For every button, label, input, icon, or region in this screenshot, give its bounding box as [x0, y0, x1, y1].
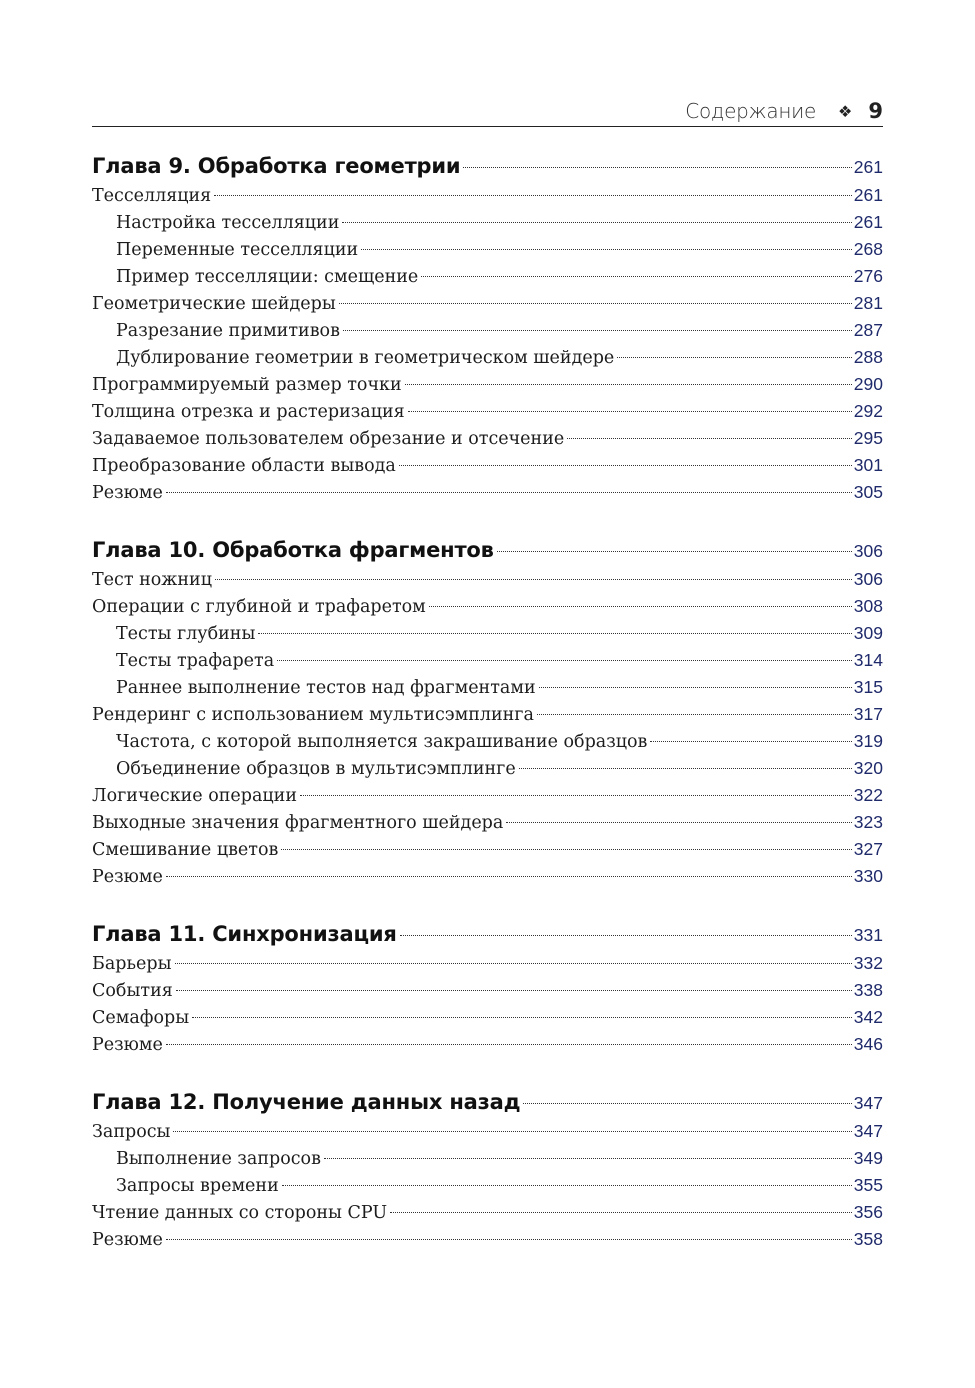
toc-section-row[interactable]	[92, 836, 883, 863]
toc-page-number: 332	[853, 953, 883, 973]
toc-entry-label: Резюме	[92, 867, 163, 887]
dot-leader	[258, 633, 851, 634]
toc-page-number: 349	[853, 1148, 883, 1168]
toc-entry-label: Толщина отрезка и растеризация	[92, 402, 405, 422]
toc-subsection-row[interactable]	[92, 344, 883, 371]
toc-section-row[interactable]	[92, 425, 883, 452]
toc-subsection-row[interactable]	[92, 263, 883, 290]
toc-entry-label: Объединение образцов в мультисэмплинге	[116, 759, 516, 779]
dot-leader	[176, 990, 852, 991]
toc-page-number: 347	[853, 1121, 883, 1141]
dot-leader	[617, 357, 852, 358]
dot-leader	[215, 579, 852, 580]
toc-entry-label: Выполнение запросов	[116, 1149, 321, 1169]
toc-subsection-row[interactable]	[92, 674, 883, 701]
toc-section-row[interactable]	[92, 1004, 883, 1031]
ornament-icon: ❖	[838, 101, 853, 121]
toc-page-number: 288	[853, 347, 883, 367]
header-title: Содержание	[685, 99, 817, 123]
toc-entry-label: Переменные тесселляции	[116, 240, 359, 260]
toc-section-row[interactable]	[92, 977, 883, 1004]
toc-page-number: 320	[853, 758, 883, 778]
dot-leader	[539, 687, 852, 688]
toc-subsection-row[interactable]	[92, 1172, 883, 1199]
dot-leader	[567, 438, 852, 439]
chapter-title-row[interactable]	[92, 918, 883, 950]
dot-leader	[277, 660, 852, 661]
dot-leader	[405, 384, 852, 385]
toc-entry-label: Глава 12. Получение данных назад	[92, 1090, 521, 1114]
toc-entry-label: Тесты глубины	[116, 624, 256, 644]
toc-page-number: 306	[853, 569, 883, 589]
toc-entry-label: Логические операции	[92, 786, 297, 806]
dot-leader	[300, 795, 852, 796]
toc-page-number: 261	[853, 157, 883, 177]
toc-entry-label: Тесты трафарета	[116, 651, 275, 671]
dot-leader	[324, 1158, 852, 1159]
dot-leader	[399, 465, 852, 466]
toc-entry-label: Смешивание цветов	[92, 840, 279, 860]
chapter-section	[92, 534, 883, 890]
chapter-title-row[interactable]	[92, 150, 883, 182]
toc-page-number: 261	[853, 185, 883, 205]
toc-section-row[interactable]	[92, 701, 883, 728]
toc-section-row[interactable]	[92, 863, 883, 890]
dot-leader	[166, 876, 852, 877]
dot-leader	[523, 1103, 851, 1104]
toc-section-row[interactable]	[92, 782, 883, 809]
toc-entry-label: Запросы	[92, 1122, 171, 1142]
toc-section-row[interactable]	[92, 950, 883, 977]
dot-leader	[650, 741, 851, 742]
toc-subsection-row[interactable]	[92, 647, 883, 674]
toc-section-row[interactable]	[92, 809, 883, 836]
toc-entry-label: События	[92, 981, 173, 1001]
toc-section-row[interactable]	[92, 593, 883, 620]
toc-page-number: 323	[853, 812, 883, 832]
toc-page-number: 338	[853, 980, 883, 1000]
toc-page-number: 308	[853, 596, 883, 616]
toc-entry-label: Программируемый размер точки	[92, 375, 402, 395]
dot-leader	[421, 276, 852, 277]
toc-page-number: 358	[853, 1229, 883, 1249]
toc-entry-label: Глава 10. Обработка фрагментов	[92, 538, 494, 562]
toc-section-row[interactable]	[92, 1226, 883, 1253]
toc-section-row[interactable]	[92, 566, 883, 593]
toc-entry-label: Глава 9. Обработка геометрии	[92, 154, 461, 178]
dot-leader	[463, 167, 851, 168]
dot-leader	[192, 1017, 852, 1018]
running-header	[92, 96, 883, 127]
chapter-section	[92, 1086, 883, 1253]
toc-subsection-row[interactable]	[92, 620, 883, 647]
toc-entry-label: Глава 11. Синхронизация	[92, 922, 397, 946]
dot-leader	[282, 1185, 852, 1186]
toc-page-number: 292	[853, 401, 883, 421]
header-page-number: 9	[868, 99, 883, 123]
toc-entry-label: Рендеринг с использованием мультисэмплинга	[92, 705, 534, 725]
toc-page-number: 276	[853, 266, 883, 286]
toc-entry-label: Геометрические шейдеры	[92, 294, 336, 314]
toc-section-row[interactable]	[92, 182, 883, 209]
dot-leader	[390, 1212, 852, 1213]
toc-page-number: 346	[853, 1034, 883, 1054]
toc-entry-label: Резюме	[92, 483, 163, 503]
chapter-title-row[interactable]	[92, 534, 883, 566]
toc-section-row[interactable]	[92, 1031, 883, 1058]
toc-section-row[interactable]	[92, 398, 883, 425]
toc-entry-label: Семафоры	[92, 1008, 190, 1028]
dot-leader	[175, 963, 852, 964]
toc-page-number: 290	[853, 374, 883, 394]
toc-entry-label: Резюме	[92, 1035, 163, 1055]
dot-leader	[429, 606, 852, 607]
toc-entry-label: Разрезание примитивов	[116, 321, 340, 341]
toc-entry-label: Пример тесселляции: смещение	[116, 267, 419, 287]
toc-page-number: 315	[853, 677, 883, 697]
dot-leader	[519, 768, 852, 769]
toc-entry-label: Тест ножниц	[92, 570, 212, 590]
toc-page-number: 317	[853, 704, 883, 724]
dot-leader	[343, 330, 852, 331]
toc-page-number: 356	[853, 1202, 883, 1222]
toc-page-number: 347	[853, 1093, 883, 1113]
toc-page-number: 342	[853, 1007, 883, 1027]
dot-leader	[339, 303, 852, 304]
toc-page-number: 322	[853, 785, 883, 805]
toc-page-number: 355	[853, 1175, 883, 1195]
toc-page-number: 268	[853, 239, 883, 259]
chapter-section	[92, 150, 883, 506]
dot-leader	[173, 1131, 851, 1132]
toc-entry-label: Резюме	[92, 1230, 163, 1250]
toc-subsection-row[interactable]	[92, 236, 883, 263]
toc-page-number: 305	[853, 482, 883, 502]
toc-entry-label: Операции с глубиной и трафаретом	[92, 597, 426, 617]
toc-subsection-row[interactable]	[92, 317, 883, 344]
dot-leader	[342, 222, 851, 223]
toc-page-number: 306	[853, 541, 883, 561]
toc-entry-label: Дублирование геометрии в геометрическом шейдере	[116, 348, 615, 368]
toc-entry-label: Задаваемое пользователем обрезание и отсечение	[92, 429, 565, 449]
toc-subsection-row[interactable]	[92, 209, 883, 236]
toc-page-number: 281	[853, 293, 883, 313]
toc-entry-label: Выходные значения фрагментного шейдера	[92, 813, 504, 833]
dot-leader	[497, 551, 852, 552]
toc-entry-label: Тесселляция	[92, 186, 212, 206]
toc-page-number: 287	[853, 320, 883, 340]
toc-page-number: 295	[853, 428, 883, 448]
toc-subsection-row[interactable]	[92, 728, 883, 755]
dot-leader	[166, 1044, 852, 1045]
dot-leader	[537, 714, 852, 715]
toc-page-number: 331	[853, 925, 883, 945]
dot-leader	[166, 1239, 852, 1240]
toc-section-row[interactable]	[92, 479, 883, 506]
dot-leader	[281, 849, 851, 850]
toc-page-number: 330	[853, 866, 883, 886]
toc-section-row[interactable]	[92, 1199, 883, 1226]
toc-subsection-row[interactable]	[92, 755, 883, 782]
toc-page-number: 314	[853, 650, 883, 670]
toc-subsection-row[interactable]	[92, 1145, 883, 1172]
dot-leader	[361, 249, 852, 250]
dot-leader	[400, 935, 852, 936]
toc-page-number: 327	[853, 839, 883, 859]
toc-page-number: 319	[853, 731, 883, 751]
toc-entry-label: Барьеры	[92, 954, 172, 974]
toc-page-number: 261	[853, 212, 883, 232]
dot-leader	[506, 822, 851, 823]
toc-section-row[interactable]	[92, 371, 883, 398]
chapter-section	[92, 918, 883, 1058]
toc-section-row[interactable]	[92, 290, 883, 317]
dot-leader	[214, 195, 852, 196]
chapter-title-row[interactable]	[92, 1086, 883, 1118]
toc-entry-label: Запросы времени	[116, 1176, 279, 1196]
dot-leader	[166, 492, 852, 493]
dot-leader	[408, 411, 852, 412]
toc-entry-label: Раннее выполнение тестов над фрагментами	[116, 678, 536, 698]
toc-entry-label: Преобразование области вывода	[92, 456, 396, 476]
toc-entry-label: Настройка тесселляции	[116, 213, 340, 233]
toc-page-number: 309	[853, 623, 883, 643]
toc-page-number: 301	[853, 455, 883, 475]
toc-entry-label: Частота, с которой выполняется закрашивание образцов	[116, 732, 648, 752]
table-of-contents	[92, 150, 883, 1281]
toc-section-row[interactable]	[92, 452, 883, 479]
toc-entry-label: Чтение данных со стороны CPU	[92, 1203, 388, 1223]
toc-section-row[interactable]	[92, 1118, 883, 1145]
